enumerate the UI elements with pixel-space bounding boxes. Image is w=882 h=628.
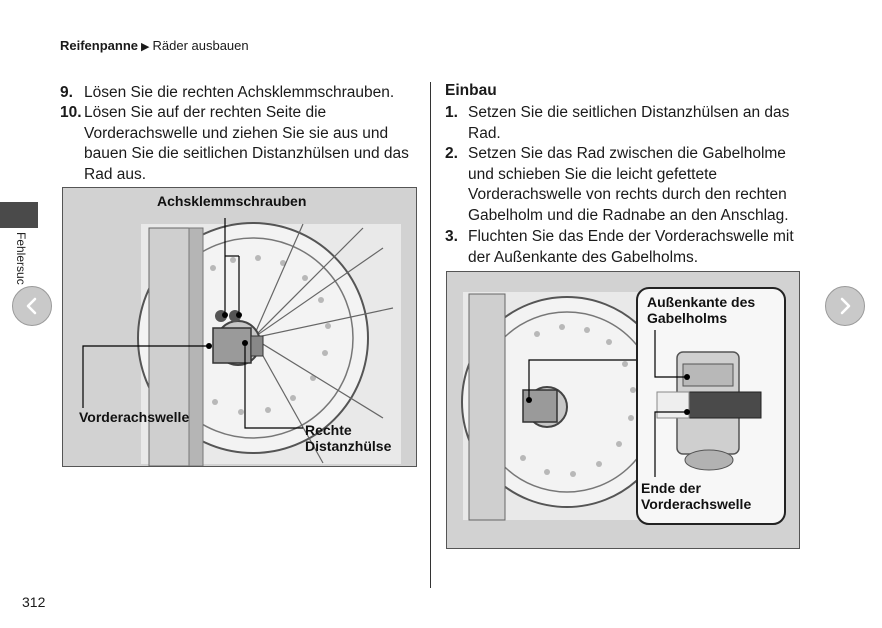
column-divider: [430, 82, 431, 588]
install-step-1: [445, 103, 789, 144]
step-number: 2.: [445, 145, 458, 162]
install-step-2: [445, 144, 789, 226]
figure-axle-alignment: [446, 271, 800, 549]
step-text-line: Rad.: [468, 124, 501, 142]
chapter-tab-marker[interactable]: [0, 202, 38, 228]
label-fork-outer-edge: Außenkante des Gabelholms: [647, 294, 756, 326]
chevron-left-icon: [22, 296, 42, 316]
prev-page-button[interactable]: [12, 286, 52, 326]
step-number: 1.: [445, 104, 458, 121]
step-number: 9.: [60, 84, 73, 101]
install-step-3: [445, 227, 794, 268]
step-text-line: und schieben Sie die leicht gefettete: [468, 165, 718, 183]
label-clamp-bolts: Achsklemmschrauben: [157, 193, 307, 209]
label-front-axle: Vorderachswelle: [79, 409, 190, 425]
step-text-line: der Außenkante des Gabelholms.: [468, 248, 699, 266]
step-text-line: bauen Sie die seitlichen Distanzhülsen und das: [84, 145, 409, 162]
step-text-line: Setzen Sie die seitlichen Distanzhülsen an das: [468, 104, 790, 121]
step-text-line: Vorderachswelle und ziehen Sie sie aus und: [84, 124, 389, 142]
section-heading-einbau: Einbau: [445, 82, 497, 99]
breadcrumb-separator: ▶: [141, 41, 150, 53]
chevron-right-icon: [835, 296, 855, 316]
step-text-line: Lösen Sie die rechten Achsklemmschrauben.: [84, 84, 395, 101]
step-text-line: Fluchten Sie das Ende der Vorderachswelle mit: [468, 228, 794, 245]
step-text-line: Gabelholm und die Radnabe an den Anschlag.: [468, 206, 789, 224]
label-right-spacer: Rechte Distanzhülse: [305, 422, 392, 454]
step-text-line: Rad aus.: [84, 165, 147, 183]
step-9: [60, 83, 394, 104]
page-number: 312: [22, 594, 46, 610]
step-text-line: Vorderachswelle von rechts durch den rechten: [468, 186, 787, 203]
step-number: 3.: [445, 228, 458, 245]
breadcrumb-current: Räder ausbauen: [152, 38, 249, 53]
step-text-line: Setzen Sie das Rad zwischen die Gabelholme: [468, 145, 786, 162]
label-axle-end: Ende der Vorderachswelle: [641, 480, 752, 512]
breadcrumb: [60, 38, 249, 53]
chapter-tab-label: Fehlersuc: [14, 232, 28, 285]
figure-axle-clamp-bolts: [62, 187, 417, 467]
breadcrumb-section[interactable]: Reifenpanne: [60, 38, 139, 53]
step-10: [60, 103, 409, 185]
step-text-line: Lösen Sie auf der rechten Seite die: [84, 104, 327, 121]
step-number: 10.: [60, 104, 82, 121]
next-page-button[interactable]: [825, 286, 865, 326]
